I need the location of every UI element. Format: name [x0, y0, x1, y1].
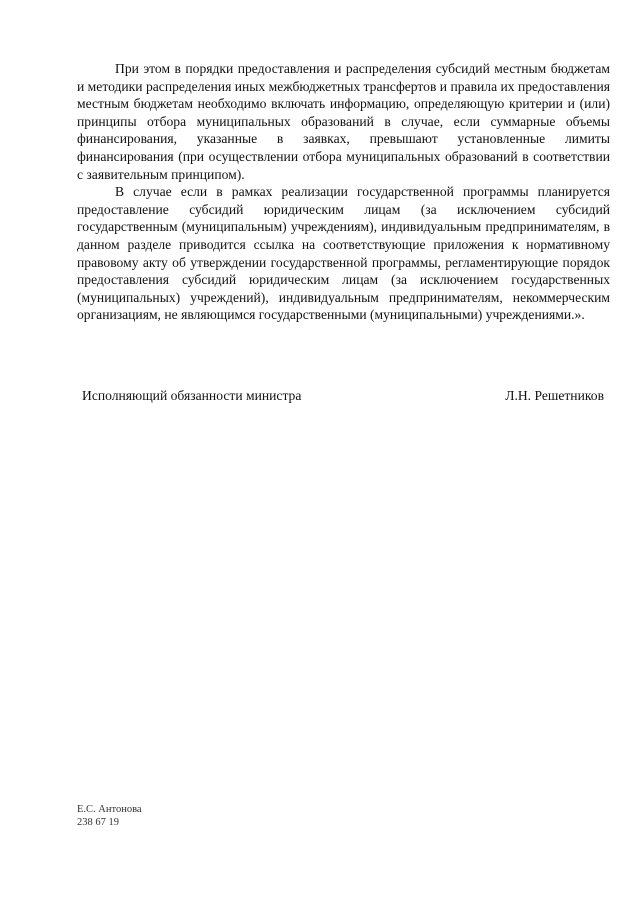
document-body	[77, 60, 610, 324]
signatory-name: Л.Н. Решетников	[505, 388, 604, 403]
executor-name: Е.С. Антонова	[77, 804, 142, 815]
executor-footer	[77, 803, 142, 829]
paragraph-1: При этом в порядки предоставления и распределения субсидий местным бюджетам и методики распределения иных межбюджетных трансфертов и правила их предоставления местным бюджетам необходимо включать информацию, определяющую критерии и (или) принципы отбора муниципальных образований в случае, если суммарные объемы финансирования, указанные в заявках, превышают установленные лимиты финансирования (при осуществлении отбора муниципальных образований в соответствии с заявительным принципом).	[77, 61, 610, 182]
paragraph-2: В случае если в рамках реализации государственной программы планируется предоставление субсидий юридическим лицам (за исключением субсидий государственным (муниципальным) учреждениям), индивидуальным предпринимателям, в данном разделе приводится ссылка на соответствующие приложения к нормативному правовому акту об утверждении государственной программы, регламентирующие порядок предоставления субсидий юридическим лицам (за исключением государственных (муниципальных) учреждений), индивидуальным предпринимателям, некоммерческим организациям, не являющимся государственными (муниципальными) учреждениями.».	[77, 184, 610, 323]
executor-phone: 238 67 19	[77, 817, 119, 828]
signatory-position: Исполняющий обязанности министра	[82, 388, 302, 403]
signature-block	[82, 387, 604, 405]
